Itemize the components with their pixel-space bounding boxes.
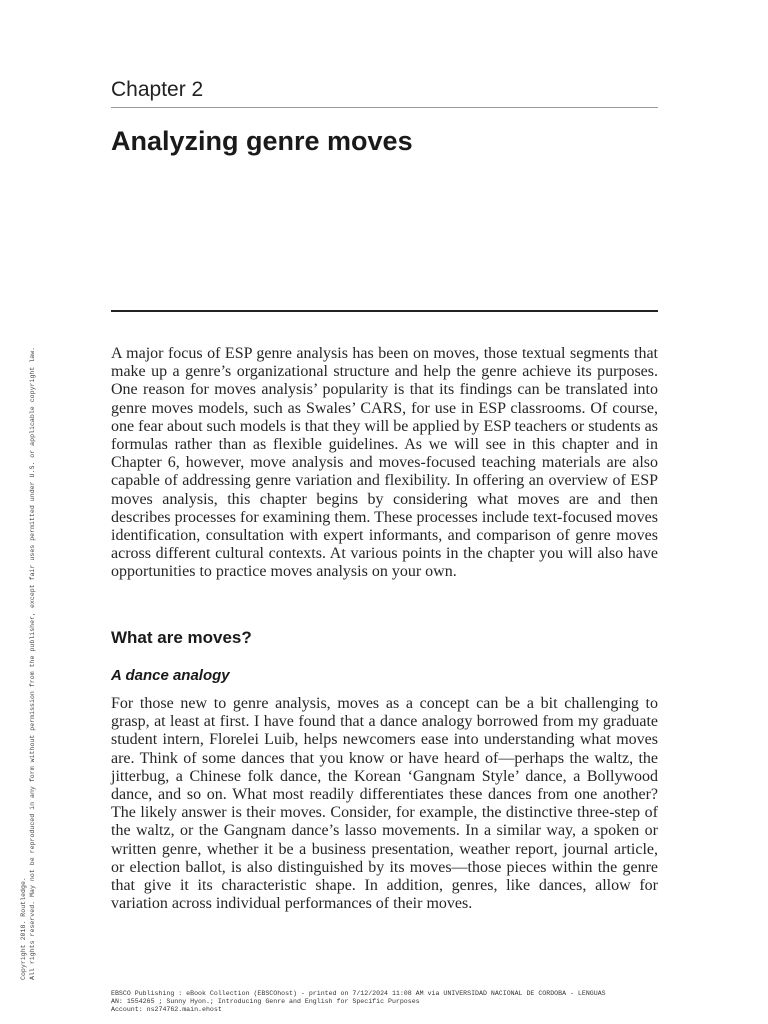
side-copyright-line-2: All rights reserved. May not be reproduced in any form without permission from the publisher, except fair uses permitted under U.S. or applicable copyright law. xyxy=(29,346,36,980)
dance-analogy-paragraph: For those new to genre analysis, moves as a concept can be a bit challenging to grasp, at least at first. I have found that a dance analogy borrowed from my graduate student intern, Florelei Luib, helps newcomers ease into understanding what moves are. Think of some dances that you know or have heard of—perhaps the waltz, the jitterbug, a Chinese folk dance, the Korean ‘Gangnam Style’ dance, a Bollywood dance, and so on. What most readily differentiates these dances from one another? The likely answer is their moves. Consider, for example, the distinctive three-step of the waltz, or the Gangnam dance’s lasso movements. In a similar way, a spoken or written genre, whether it be a business presentation, weather report, journal article, or election ballot, is also distinguished by its moves—those pieces within the genre that give it its characteristic shape. In addition, genres, like dances, allow for variation across individual performances of their moves. xyxy=(111,695,658,913)
subsection-heading: A dance analogy xyxy=(111,667,230,684)
chapter-label: Chapter 2 xyxy=(111,78,204,101)
chapter-top-rule xyxy=(111,107,658,108)
section-heading: What are moves? xyxy=(111,628,252,647)
side-copyright-line-1: Copyright 2018. Routledge. xyxy=(20,877,27,980)
footer-line-2: AN: 1554265 ; Sunny Hyon.; Introducing Genre and English for Specific Purposes xyxy=(111,998,420,1005)
intro-paragraph: A major focus of ESP genre analysis has been on moves, those textual segments that make up a genre’s organizational structure and help the genre achieve its purposes. One reason for moves analysis’ popularity is that its findings can be translated into genre moves models, such as Swales’ CARS, for use in ESP classrooms. Of course, one fear about such models is that they will be applied by ESP teachers or students as formulas rather than as flexible guidelines. As we will see in this chapter and in Chapter 6, however, move analysis and moves-focused teaching materials are also capable of addressing genre variation and flexibility. In offering an overview of ESP moves analysis, this chapter begins by considering what moves are and then describes processes for examining them. These processes include text-focused moves identification, consultation with expert informants, and comparison of genre moves across different cultural contexts. At various points in the chapter you will also have opportunities to practice moves analysis on your own. xyxy=(111,345,658,581)
chapter-title: Analyzing genre moves xyxy=(111,126,413,156)
side-copyright-notice xyxy=(19,347,37,980)
footer-line-3: Account: ns274762.main.ehost xyxy=(111,1006,222,1013)
print-footer xyxy=(111,990,606,1014)
chapter-bottom-rule xyxy=(111,310,658,312)
footer-line-1: EBSCO Publishing : eBook Collection (EBSCOhost) - printed on 7/12/2024 11:08 AM via UNIVERSIDAD NACIONAL DE CORDOBA - LENGUAS xyxy=(111,990,606,997)
